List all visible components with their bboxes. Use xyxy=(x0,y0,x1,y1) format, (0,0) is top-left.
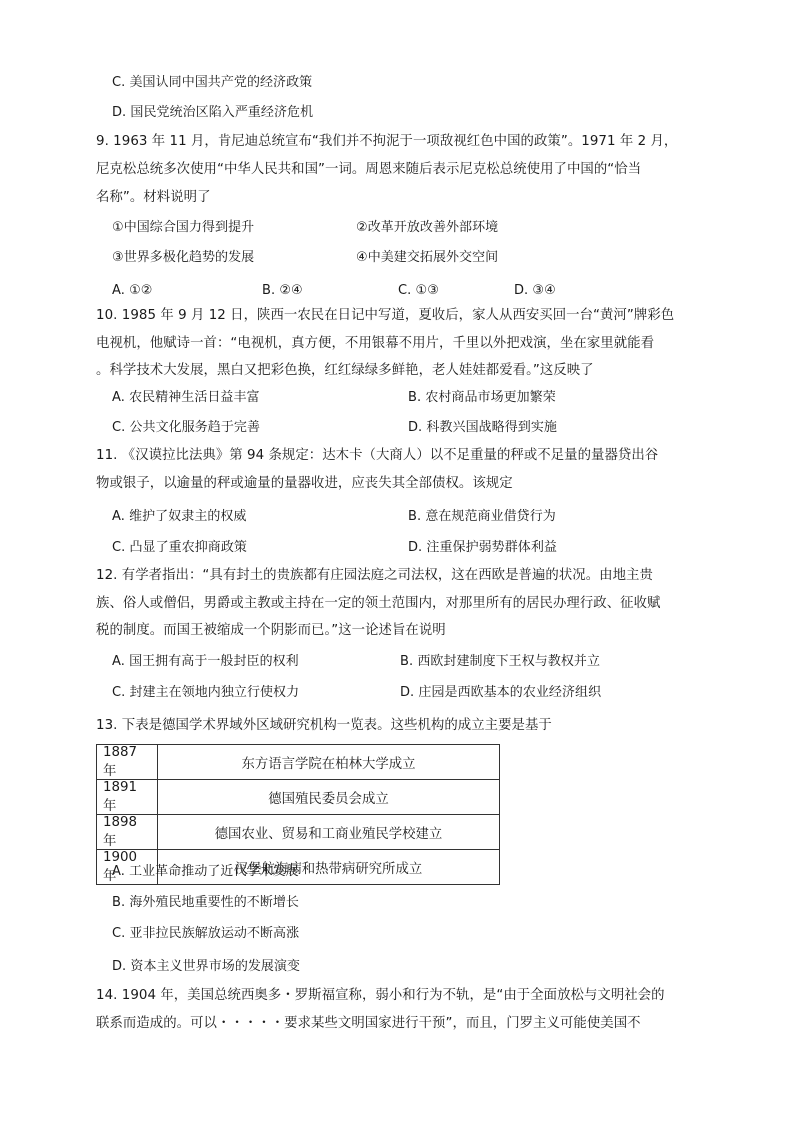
q11-option-c: C. 凸显了重农抑商政策 xyxy=(112,540,247,555)
table-cell-event: 德国殖民委员会成立 xyxy=(158,780,500,815)
q8-option-d: D. 国民党统治区陷入严重经济危机 xyxy=(112,105,314,120)
q12-stem-line2: 族、俗人或僧侣，男爵或主教或主持在一定的领土范围内，对那里所有的居民办理行政、征收赋 xyxy=(96,596,661,611)
q14-stem-line2: 联系而造成的。可以・・・・・要求某些文明国家进行干预”，而且，门罗主义可能使美国不 xyxy=(96,1016,641,1031)
q13-stem-line1: 13. 下表是德国学术界域外区域研究机构一览表。这些机构的成立主要是基于 xyxy=(96,718,552,733)
q8-option-c: C. 美国认同中国共产党的经济政策 xyxy=(112,75,313,90)
q9-stem-line3: 名称”。材料说明了 xyxy=(96,190,211,205)
q9-option-d: D. ③④ xyxy=(514,283,556,298)
table-cell-event: 德国农业、贸易和工商业殖民学校建立 xyxy=(158,815,500,850)
q10-option-c: C. 公共文化服务趋于完善 xyxy=(112,420,260,435)
q12-stem-line3: 税的制度。而国王被缩成一个阴影而已。”这一论述旨在说明 xyxy=(96,623,446,638)
q12-option-b: B. 西欧封建制度下王权与教权并立 xyxy=(400,654,601,669)
q11-option-b: B. 意在规范商业借贷行为 xyxy=(408,509,556,524)
q9-stem-line2: 尼克松总统多次使用“中华人民共和国”一词。周恩来随后表示尼克松总统使用了中国的“恰当 xyxy=(96,162,642,177)
q9-stem-line1: 9. 1963 年 11 月，肯尼迪总统宣布“我们并不拘泥于一项敌视红色中国的政策”。1971 年 2 月， xyxy=(96,134,678,149)
q11-stem-line1: 11. 《汉谟拉比法典》第 94 条规定：达木卡（大商人）以不足重量的秤或不足量的量器贷出谷 xyxy=(96,448,659,463)
table-cell-event: 东方语言学院在柏林大学成立 xyxy=(158,745,500,780)
q12-stem-line1: 12. 有学者指出：“具有封土的贵族都有庄园法庭之司法权，这在西欧是普遍的状况。由地主贵 xyxy=(96,568,653,583)
q13-option-c: C. 亚非拉民族解放运动不断高涨 xyxy=(112,926,300,941)
table-cell-event: 汉堡航海病和热带病研究所成立 xyxy=(158,850,500,885)
q13-option-b: B. 海外殖民地重要性的不断增长 xyxy=(112,895,299,910)
table-cell-year: 1887 年 xyxy=(97,745,158,780)
table-row xyxy=(97,780,500,815)
q14-stem-line1: 14. 1904 年，美国总统西奥多・罗斯福宣称，弱小和行为不轨，是“由于全面放松与文明社会的 xyxy=(96,988,665,1003)
q12-option-a: A. 国王拥有高于一般封臣的权利 xyxy=(112,654,299,669)
q12-option-d: D. 庄园是西欧基本的农业经济组织 xyxy=(400,685,602,700)
q10-stem-line2: 电视机，他赋诗一首：“电视机，真方便，不用银幕不用片，千里以外把戏演，坐在家里就能看 xyxy=(96,336,655,351)
q9-item-1: ①中国综合国力得到提升 xyxy=(112,220,255,235)
q11-option-a: A. 维护了奴隶主的权威 xyxy=(112,509,247,524)
q10-stem-line3: 。科学技术大发展，黑白又把彩色换，红红绿绿多鲜艳，老人娃娃都爱看。”这反映了 xyxy=(96,363,594,378)
q10-option-a: A. 农民精神生活日益丰富 xyxy=(112,390,260,405)
q10-stem-line1: 10. 1985 年 9 月 12 日，陕西一农民在日记中写道，夏收后，家人从西安买回一台“黄河”牌彩色 xyxy=(96,308,675,323)
table-cell-year: 1891 年 xyxy=(97,780,158,815)
q10-option-d: D. 科教兴国战略得到实施 xyxy=(408,420,557,435)
q9-item-4: ④中美建交拓展外交空间 xyxy=(356,250,499,265)
table-row xyxy=(97,745,500,780)
q10-option-b: B. 农村商品市场更加繁荣 xyxy=(408,390,556,405)
q13-option-d: D. 资本主义世界市场的发展演变 xyxy=(112,959,301,974)
q9-item-2: ②改革开放改善外部环境 xyxy=(356,220,499,235)
q12-option-c: C. 封建主在领地内独立行使权力 xyxy=(112,685,300,700)
q9-option-b: B. ②④ xyxy=(262,283,303,298)
table-cell-year: 1898 年 xyxy=(97,815,158,850)
q9-option-a: A. ①② xyxy=(112,283,153,298)
table-cell-year: 1900 年 xyxy=(97,850,158,885)
q11-option-d: D. 注重保护弱势群体利益 xyxy=(408,540,557,555)
q9-option-c: C. ①③ xyxy=(398,283,439,298)
q13-option-a: A. 工业革命推动了近代学术发展 xyxy=(112,864,299,879)
table-row xyxy=(97,815,500,850)
q11-stem-line2: 物或银子，以逾量的秤或逾量的量器收进，应丧失其全部债权。该规定 xyxy=(96,476,513,491)
q9-item-3: ③世界多极化趋势的发展 xyxy=(112,250,255,265)
